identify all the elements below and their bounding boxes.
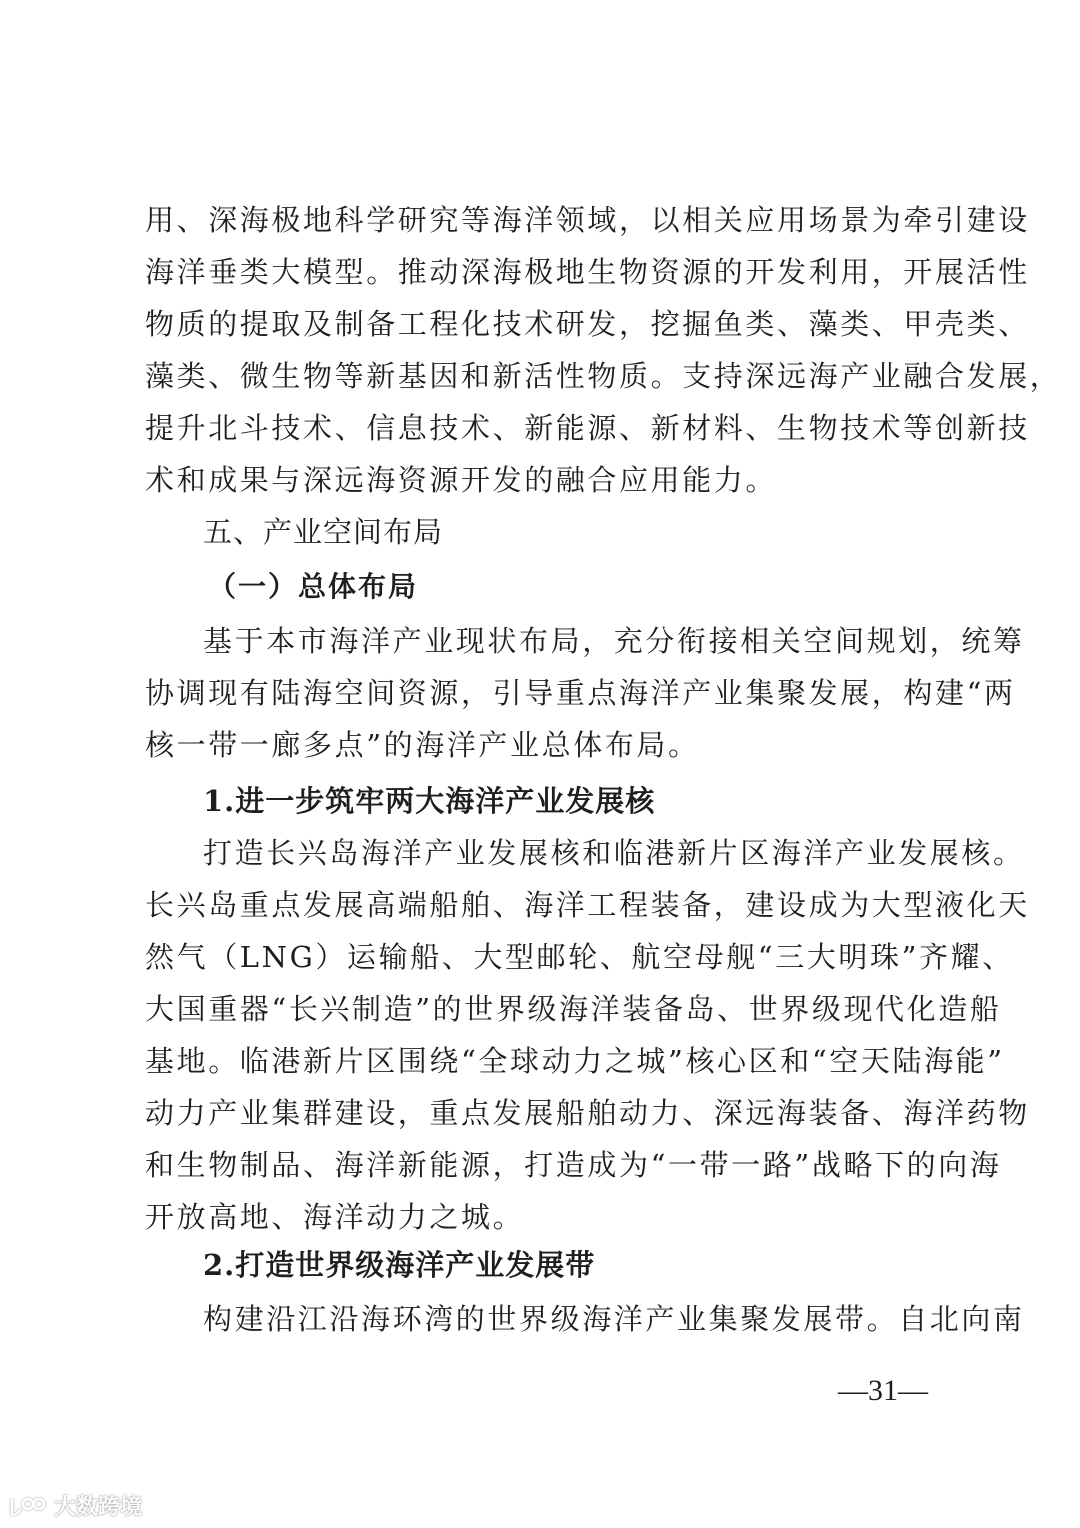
text-line: 和生物制品、海洋新能源，打造成为“一带一路”战略下的向海: [145, 1148, 1002, 1182]
text-line: 提升北斗技术、信息技术、新能源、新材料、生物技术等创新技: [145, 411, 1030, 445]
item-1-heading: 1.进一步筑牢两大海洋产业发展核: [203, 784, 656, 818]
text-line: 基于本市海洋产业现状布局，充分衔接相关空间规划，统筹: [203, 624, 1025, 658]
text-line: 长兴岛重点发展高端船舶、海洋工程装备，建设成为大型液化天: [145, 888, 1030, 922]
text-line: 藻类、微生物等新基因和新活性物质。支持深远海产业融合发展，: [145, 359, 1062, 393]
text-line: 术和成果与深远海资源开发的融合应用能力。: [145, 463, 778, 497]
text-line: 然气（LNG）运输船、大型邮轮、航空母舰“三大明珠”齐耀、: [145, 940, 1014, 974]
text-line: 物质的提取及制备工程化技术研发，挖掘鱼类、藻类、甲壳类、: [145, 307, 1030, 341]
text-line: 用、深海极地科学研究等海洋领域，以相关应用场景为牵引建设: [145, 203, 1030, 237]
text-line: 构建沿江沿海环湾的世界级海洋产业集聚发展带。自北向南: [203, 1302, 1025, 1336]
subsection-heading: （一）总体布局: [208, 570, 419, 603]
text-line: 协调现有陆海空间资源，引导重点海洋产业集聚发展，构建“两: [145, 676, 1016, 710]
dashu-logo-icon: [8, 1495, 48, 1517]
section-heading: 五、产业空间布局: [203, 515, 444, 549]
text-line: 海洋垂类大模型。推动深海极地生物资源的开发利用，开展活性: [145, 255, 1030, 289]
text-line: 动力产业集群建设，重点发展船舶动力、深远海装备、海洋药物: [145, 1096, 1030, 1130]
text-line: 打造长兴岛海洋产业发展核和临港新片区海洋产业发展核。: [203, 836, 1025, 870]
text-line: 开放高地、海洋动力之城。: [145, 1200, 525, 1234]
text-line: 大国重器“长兴制造”的世界级海洋装备岛、世界级现代化造船: [145, 992, 1002, 1026]
watermark: [8, 1490, 142, 1521]
text-line: 基地。临港新片区围绕“全球动力之城”核心区和“空天陆海能”: [145, 1044, 1005, 1078]
watermark-text: 大数跨境: [54, 1495, 143, 1520]
text-line: 核一带一廊多点”的海洋产业总体布局。: [145, 728, 700, 762]
item-2-heading: 2.打造世界级海洋产业发展带: [203, 1248, 596, 1282]
page-number: —31—: [838, 1374, 928, 1407]
